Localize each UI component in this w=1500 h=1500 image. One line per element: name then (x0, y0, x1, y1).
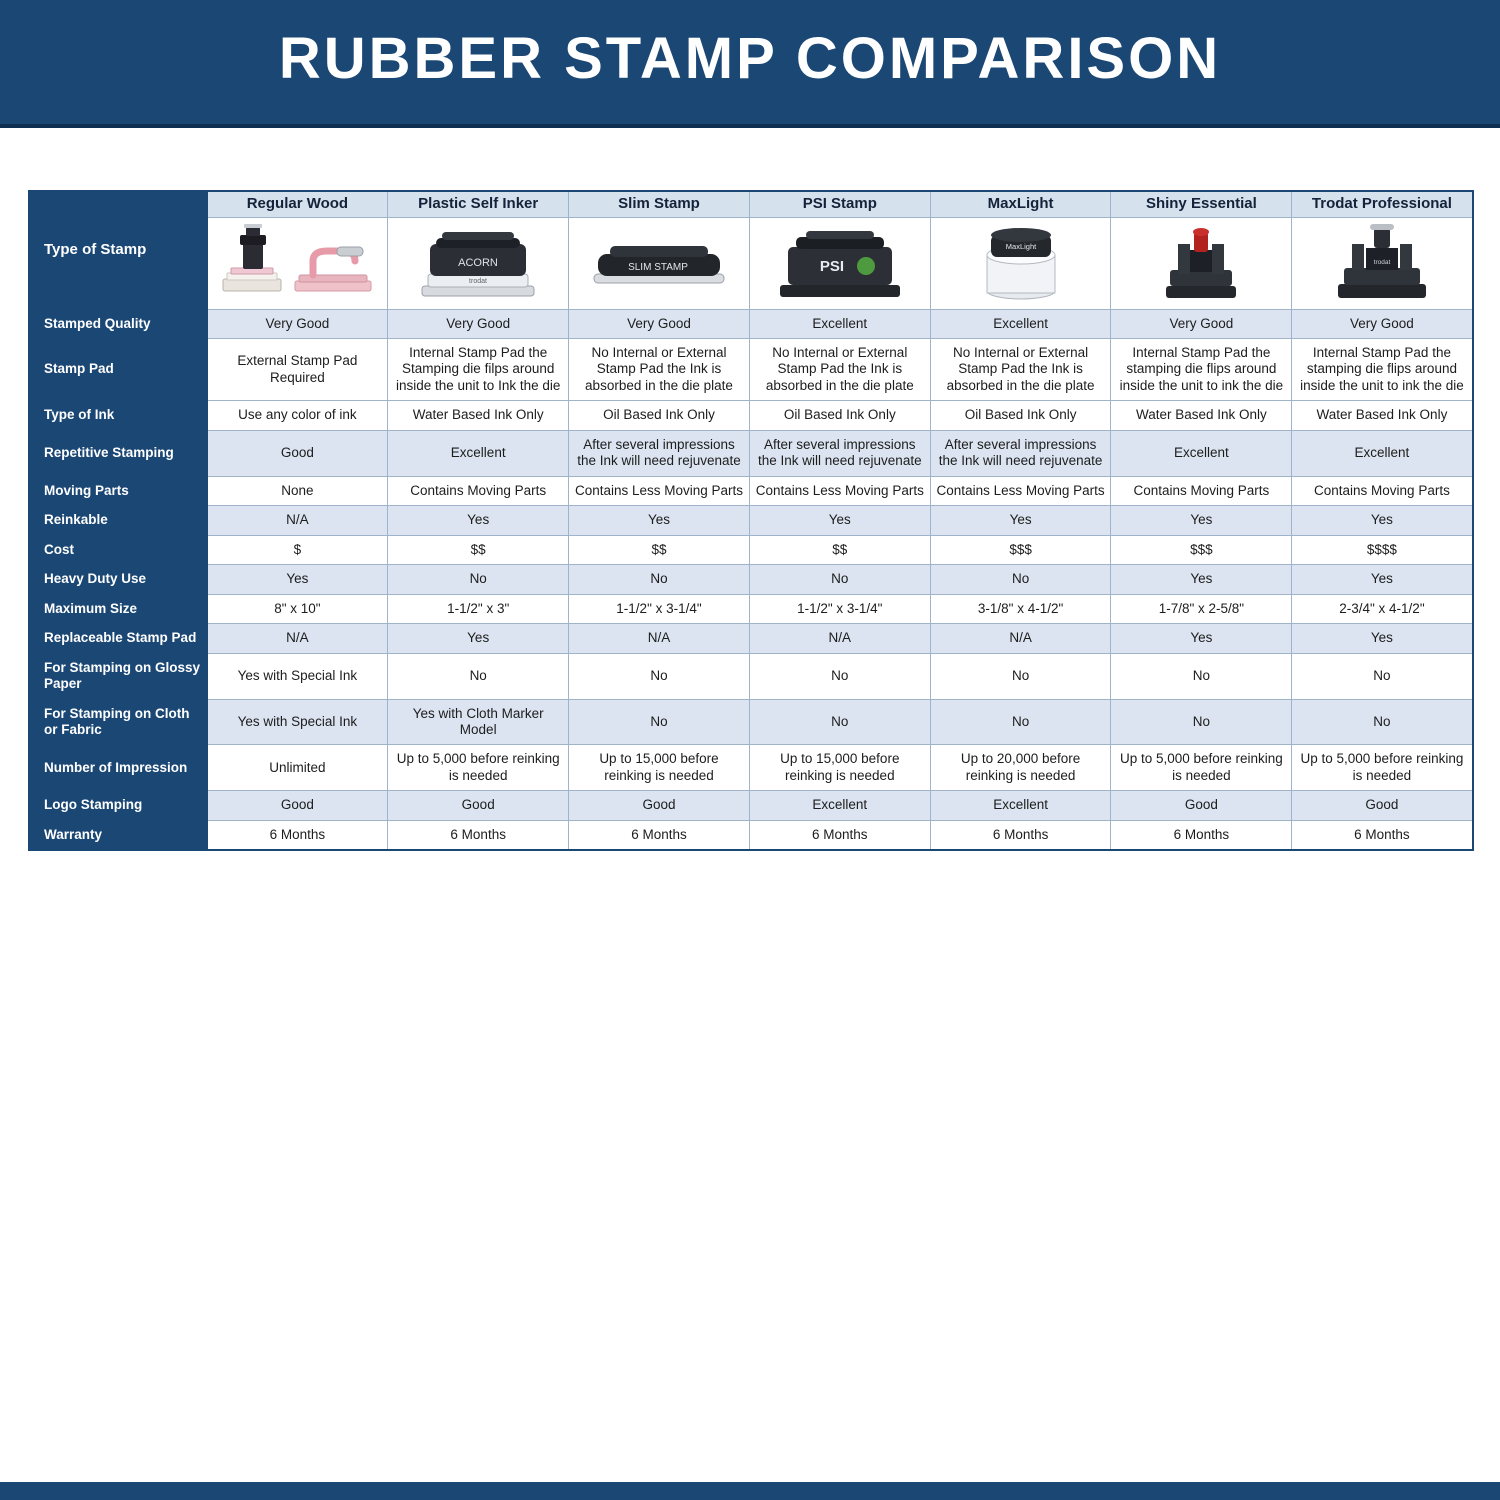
row-label-7: Heavy Duty Use (29, 565, 207, 594)
cell-14-3: 6 Months (749, 820, 930, 850)
row-label-11: For Stamping on Cloth or Fabric (29, 699, 207, 745)
plastic-self-inker-icon (390, 220, 566, 306)
cell-9-6: Yes (1292, 624, 1473, 653)
row-label-5: Reinkable (29, 506, 207, 535)
column-header-2: Slim Stamp (569, 191, 750, 217)
cell-7-4: No (930, 565, 1111, 594)
cell-0-2: Very Good (569, 309, 750, 338)
comparison-table (28, 190, 1474, 851)
cell-2-5: Water Based Ink Only (1111, 401, 1292, 430)
cell-8-2: 1-1/2" x 3-1/4" (569, 594, 750, 623)
cell-3-6: Excellent (1292, 430, 1473, 476)
cell-11-6: No (1292, 699, 1473, 745)
cell-1-0: External Stamp Pad Required (207, 338, 388, 400)
cell-12-5: Up to 5,000 before reinking is needed (1111, 745, 1292, 791)
cell-1-6: Internal Stamp Pad the stamping die flips around inside the unit to ink the die (1292, 338, 1473, 400)
table-row (29, 565, 1473, 594)
cell-4-6: Contains Moving Parts (1292, 476, 1473, 505)
table-row (29, 624, 1473, 653)
table-row (29, 430, 1473, 476)
column-header-5: Shiny Essential (1111, 191, 1292, 217)
cell-8-1: 1-1/2" x 3" (388, 594, 569, 623)
table-row (29, 338, 1473, 400)
stamp-image-cell-3 (749, 217, 930, 309)
maxlight-stamp-icon (933, 220, 1109, 306)
trodat-professional-icon (1294, 220, 1469, 306)
row-label-6: Cost (29, 535, 207, 564)
row-label-8: Maximum Size (29, 594, 207, 623)
cell-10-4: No (930, 653, 1111, 699)
cell-11-0: Yes with Special Ink (207, 699, 388, 745)
row-label-3: Repetitive Stamping (29, 430, 207, 476)
row-label-13: Logo Stamping (29, 791, 207, 820)
cell-5-4: Yes (930, 506, 1111, 535)
cell-2-3: Oil Based Ink Only (749, 401, 930, 430)
cell-7-0: Yes (207, 565, 388, 594)
svg-text:MaxLight: MaxLight (1005, 242, 1036, 251)
cell-2-4: Oil Based Ink Only (930, 401, 1111, 430)
cell-14-2: 6 Months (569, 820, 750, 850)
column-header-0: Regular Wood (207, 191, 388, 217)
cell-7-6: Yes (1292, 565, 1473, 594)
page-title: RUBBER STAMP COMPARISON (278, 26, 1222, 91)
cell-13-3: Excellent (749, 791, 930, 820)
cell-2-1: Water Based Ink Only (388, 401, 569, 430)
cell-10-2: No (569, 653, 750, 699)
cell-10-5: No (1111, 653, 1292, 699)
stamp-image-cell-6 (1292, 217, 1473, 309)
cell-6-0: $ (207, 535, 388, 564)
cell-12-4: Up to 20,000 before reinking is needed (930, 745, 1111, 791)
column-header-6: Trodat Professional (1292, 191, 1473, 217)
slim-stamp-icon (571, 220, 747, 306)
row-label-2: Type of Ink (29, 401, 207, 430)
stamp-image-cell-0 (207, 217, 388, 309)
cell-10-3: No (749, 653, 930, 699)
cell-2-0: Use any color of ink (207, 401, 388, 430)
psi-stamp-icon (752, 220, 928, 306)
cell-14-6: 6 Months (1292, 820, 1473, 850)
cell-0-0: Very Good (207, 309, 388, 338)
cell-14-0: 6 Months (207, 820, 388, 850)
row-label-4: Moving Parts (29, 476, 207, 505)
cell-1-3: No Internal or External Stamp Pad the Ink is absorbed in the die plate (749, 338, 930, 400)
cell-7-3: No (749, 565, 930, 594)
svg-text:PSI: PSI (819, 258, 844, 275)
table-row (29, 401, 1473, 430)
svg-text:trodat: trodat (469, 278, 488, 285)
cell-14-5: 6 Months (1111, 820, 1292, 850)
row-label-12: Number of Impression (29, 745, 207, 791)
cell-2-2: Oil Based Ink Only (569, 401, 750, 430)
cell-1-4: No Internal or External Stamp Pad the Ink is absorbed in the die plate (930, 338, 1111, 400)
table-row (29, 594, 1473, 623)
cell-12-3: Up to 15,000 before reinking is needed (749, 745, 930, 791)
row-label-0: Stamped Quality (29, 309, 207, 338)
cell-7-2: No (569, 565, 750, 594)
cell-10-0: Yes with Special Ink (207, 653, 388, 699)
cell-11-3: No (749, 699, 930, 745)
cell-6-2: $$ (569, 535, 750, 564)
cell-0-3: Excellent (749, 309, 930, 338)
cell-13-6: Good (1292, 791, 1473, 820)
cell-8-3: 1-1/2" x 3-1/4" (749, 594, 930, 623)
row-label-type-of-stamp: Type of Stamp (29, 191, 207, 309)
cell-0-4: Excellent (930, 309, 1111, 338)
shiny-essential-icon (1113, 220, 1289, 306)
cell-5-6: Yes (1292, 506, 1473, 535)
cell-3-4: After several impressions the Ink will need rejuvenate (930, 430, 1111, 476)
table-row (29, 653, 1473, 699)
cell-5-2: Yes (569, 506, 750, 535)
cell-5-3: Yes (749, 506, 930, 535)
cell-13-1: Good (388, 791, 569, 820)
table-row (29, 791, 1473, 820)
cell-9-5: Yes (1111, 624, 1292, 653)
cell-0-1: Very Good (388, 309, 569, 338)
cell-1-5: Internal Stamp Pad the stamping die flips around inside the unit to ink the die (1111, 338, 1292, 400)
cell-10-1: No (388, 653, 569, 699)
cell-13-4: Excellent (930, 791, 1111, 820)
cell-1-2: No Internal or External Stamp Pad the Ink is absorbed in the die plate (569, 338, 750, 400)
row-label-14: Warranty (29, 820, 207, 850)
cell-11-4: No (930, 699, 1111, 745)
cell-10-6: No (1292, 653, 1473, 699)
cell-6-5: $$$ (1111, 535, 1292, 564)
table-row (29, 699, 1473, 745)
cell-12-2: Up to 15,000 before reinking is needed (569, 745, 750, 791)
cell-12-6: Up to 5,000 before reinking is needed (1292, 745, 1473, 791)
cell-9-4: N/A (930, 624, 1111, 653)
cell-8-5: 1-7/8" x 2-5/8" (1111, 594, 1292, 623)
cell-0-6: Very Good (1292, 309, 1473, 338)
cell-12-1: Up to 5,000 before reinking is needed (388, 745, 569, 791)
cell-4-4: Contains Less Moving Parts (930, 476, 1111, 505)
cell-6-4: $$$ (930, 535, 1111, 564)
cell-13-0: Good (207, 791, 388, 820)
column-header-1: Plastic Self Inker (388, 191, 569, 217)
cell-4-5: Contains Moving Parts (1111, 476, 1292, 505)
cell-4-3: Contains Less Moving Parts (749, 476, 930, 505)
cell-11-2: No (569, 699, 750, 745)
cell-13-2: Good (569, 791, 750, 820)
svg-text:trodat: trodat (1373, 259, 1391, 266)
column-header-4: MaxLight (930, 191, 1111, 217)
cell-3-5: Excellent (1111, 430, 1292, 476)
table-row (29, 745, 1473, 791)
cell-8-0: 8" x 10" (207, 594, 388, 623)
cell-13-5: Good (1111, 791, 1292, 820)
cell-3-2: After several impressions the Ink will need rejuvenate (569, 430, 750, 476)
stamp-image-row (29, 217, 1473, 309)
table-row (29, 535, 1473, 564)
cell-5-5: Yes (1111, 506, 1292, 535)
cell-6-3: $$ (749, 535, 930, 564)
cell-9-0: N/A (207, 624, 388, 653)
table-header-row (29, 191, 1473, 217)
page-footer-band (0, 1482, 1500, 1500)
table-row (29, 309, 1473, 338)
cell-5-1: Yes (388, 506, 569, 535)
svg-text:ACORN: ACORN (458, 257, 499, 269)
cell-7-1: No (388, 565, 569, 594)
cell-14-4: 6 Months (930, 820, 1111, 850)
cell-9-1: Yes (388, 624, 569, 653)
cell-4-1: Contains Moving Parts (388, 476, 569, 505)
cell-1-1: Internal Stamp Pad the Stamping die filps around inside the unit to Ink the die (388, 338, 569, 400)
stamp-image-cell-2 (569, 217, 750, 309)
column-header-3: PSI Stamp (749, 191, 930, 217)
page-header (0, 0, 1500, 128)
cell-7-5: Yes (1111, 565, 1292, 594)
stamp-image-cell-5 (1111, 217, 1292, 309)
table-row (29, 506, 1473, 535)
cell-14-1: 6 Months (388, 820, 569, 850)
stamp-image-cell-4 (930, 217, 1111, 309)
comparison-table-wrapper (0, 128, 1500, 851)
cell-2-6: Water Based Ink Only (1292, 401, 1473, 430)
cell-8-4: 3-1/8" x 4-1/2" (930, 594, 1111, 623)
cell-11-1: Yes with Cloth Marker Model (388, 699, 569, 745)
cell-9-3: N/A (749, 624, 930, 653)
cell-12-0: Unlimited (207, 745, 388, 791)
row-label-9: Replaceable Stamp Pad (29, 624, 207, 653)
wood-stamp-icon (210, 220, 386, 306)
row-label-1: Stamp Pad (29, 338, 207, 400)
cell-11-5: No (1111, 699, 1292, 745)
table-row (29, 476, 1473, 505)
cell-3-0: Good (207, 430, 388, 476)
cell-3-1: Excellent (388, 430, 569, 476)
cell-4-2: Contains Less Moving Parts (569, 476, 750, 505)
cell-4-0: None (207, 476, 388, 505)
cell-6-6: $$$$ (1292, 535, 1473, 564)
table-row (29, 820, 1473, 850)
cell-6-1: $$ (388, 535, 569, 564)
cell-3-3: After several impressions the Ink will need rejuvenate (749, 430, 930, 476)
svg-text:SLIM STAMP: SLIM STAMP (628, 262, 688, 273)
cell-5-0: N/A (207, 506, 388, 535)
row-label-10: For Stamping on Glossy Paper (29, 653, 207, 699)
cell-0-5: Very Good (1111, 309, 1292, 338)
cell-8-6: 2-3/4" x 4-1/2" (1292, 594, 1473, 623)
cell-9-2: N/A (569, 624, 750, 653)
stamp-image-cell-1 (388, 217, 569, 309)
